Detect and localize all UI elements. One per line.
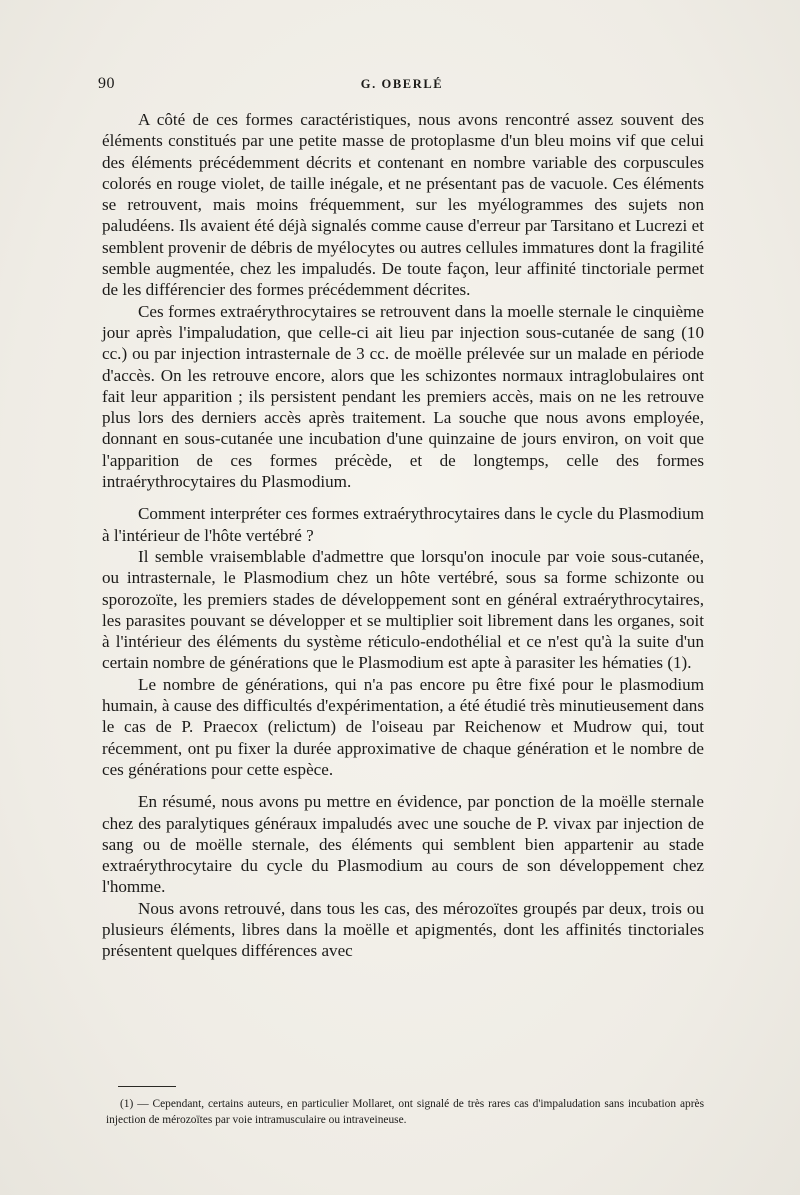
- footnote-rule: [118, 1086, 176, 1087]
- paragraph-nombre-generations: Le nombre de générations, qui n'a pas encore pu être fixé pour le plasmodium humain, à cause des difficultés d'expérimentation, a été étudié très minutieusement dans le cas de P. Praecox (relictum) de l'oiseau par Reichenow et Mudrow qui, tout récemment, ont pu fixer la durée approximative de chaque génération et le nombre de ces générations pour cette espèce.: [102, 674, 704, 779]
- paragraph-merozoites: Nous avons retrouvé, dans tous les cas, des mérozoïtes groupés par deux, trois ou plusieurs éléments, libres dans la moëlle et apigmentés, dont les affinités tinctoriales présentent quelques différences avec: [102, 898, 704, 961]
- paragraph-resume: En résumé, nous avons pu mettre en évidence, par ponction de la moëlle sternale chez des paralytiques généraux impaludés avec une souche de P. vivax par injection de sang ou de moëlle sternale, des éléments qui semblent bien appartenir au stade extraérythrocytaire du cycle du Plasmodium au cours de son développement chez l'homme.: [102, 792, 704, 897]
- paragraph-question-cycle: Comment interpréter ces formes extraérythrocytaires dans le cycle du Plasmodium à l'intérieur de l'hôte vertébré ?: [102, 504, 704, 545]
- page-number: 90: [98, 75, 115, 92]
- footnote: (1) — Cependant, certains auteurs, en particulier Mollaret, ont signalé de très rares cas d'impaludation sans incubation après injection de mérozoïtes par voie intramusculaire ou intraveineuse.: [106, 1098, 704, 1127]
- page-header: [98, 75, 706, 95]
- paragraph-hypothese-developpement: Il semble vraisemblable d'admettre que lorsqu'on inocule par voie sous-cutanée, ou intrasternale, le Plasmodium chez un hôte vertébré, sous sa forme schizonte ou sporozoïte, les premiers stades de développement sont en général extraérythrocytaires, les parasites pouvant se développer et se multiplier soit librement dans les organes, soit à l'intérieur des éléments du système réticulo-endothélial et ce n'est qu'à la suite d'un certain nombre de générations que le Plasmodium est apte à parasiter les hématies (1).: [102, 546, 704, 673]
- body-text: [102, 109, 704, 962]
- paragraph-formes-extraerythrocytaires: Ces formes extraérythrocytaires se retrouvent dans la moelle sternale le cinquième jour après l'impaludation, que celle-ci ait lieu par injection sous-cutanée de sang (10 cc.) ou par injection intrasternale de 3 cc. de moëlle prélevée sur un malade en période d'accès. On les retrouve encore, alors que les schizontes normaux intraglobulaires ont fait leur apparition ; ils persistent pendant les premiers accès, mais on ne les retrouve plus lors des derniers accès après traitement. La souche que nous avons employée, donnant en sous-cutanée une incubation d'une quinzaine de jours environ, on voit que l'apparition de ces formes précède, et de longtemps, celle des formes intraérythrocytaires du Plasmodium.: [102, 301, 704, 492]
- paragraph-elements-non-specifiques: A côté de ces formes caractéristiques, nous avons rencontré assez souvent des éléments constitués par une petite masse de protoplasme d'un bleu moins vif que celui des éléments précédemment décrits et contenant en nombre variable des corpuscules colorés en rouge violet, de taille inégale, et ne présentant pas de vacuole. Ces éléments se retrouvent, mais moins fréquemment, sur les myélogrammes des sujets non paludéens. Ils avaient été déjà signalés comme cause d'erreur par Tarsitano et Lucrezi et semblent provenir de débris de myélocytes ou autres cellules immatures dont la fragilité semble augmentée, chez les impaludés. De toute façon, leur affinité tinctoriale permet de les différencier des formes précédemment décrites.: [102, 110, 704, 300]
- running-head-author: G. OBERLÉ: [360, 77, 444, 91]
